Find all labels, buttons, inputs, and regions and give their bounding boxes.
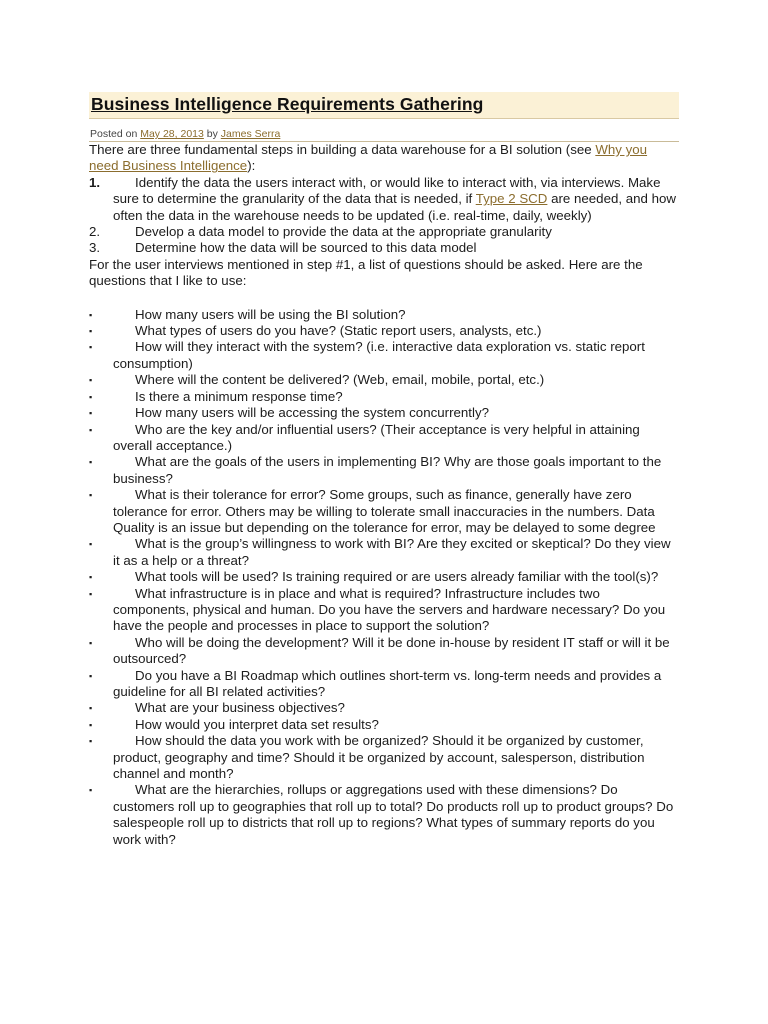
article	[89, 92, 679, 848]
author-link[interactable]: James Serra	[220, 128, 281, 140]
step-text: Develop a data model to provide the data at the appropriate granularity	[135, 224, 552, 240]
question-text: What are the hierarchies, rollups or aggregations used with these dimensions? Do customers roll up to geographies that roll up to total? Do products roll up to product groups? Do salespeople roll up to districts that roll up to regions? What types of summary reports do you work with?	[113, 782, 674, 847]
question-text: How should the data you work with be organized? Should it be organized by customer, product, geography and time? Should it be organized by account, salesperson, distribution channel and month?	[113, 733, 645, 782]
question-text: Who are the key and/or influential users? (Their acceptance is very helpful in attaining overall acceptance.)	[113, 421, 640, 453]
question-text: What are the goals of the users in implementing BI? Why are those goals important to the business?	[113, 454, 662, 486]
question-text: What tools will be used? Is training required or are users already familiar with the tool(s)?	[135, 569, 659, 585]
step-number: 3.	[89, 240, 101, 256]
question-item	[89, 700, 679, 716]
question-item	[89, 339, 679, 372]
question-text: How would you interpret data set results?	[135, 716, 379, 732]
question-item	[89, 454, 679, 487]
question-item	[89, 307, 679, 323]
question-text: Is there a minimum response time?	[135, 388, 343, 404]
intro-text-end: ):	[247, 158, 256, 174]
post-meta	[90, 127, 680, 141]
why-bi-link[interactable]: Why you need Business Intelligence	[89, 142, 648, 174]
question-text: What infrastructure is in place and what is required? Infrastructure includes two components, physical and human. Do you have the servers and hardware necessary? Do you have the people and processes in place to support the solution?	[113, 585, 666, 634]
question-item	[89, 422, 679, 455]
bullet-icon: ▪	[89, 342, 93, 353]
step-item-3	[89, 240, 679, 256]
bullet-icon: ▪	[89, 309, 93, 320]
question-text: How many users will be accessing the system concurrently?	[135, 405, 489, 421]
step-text: Identify the data the users interact with, or would like to interact with, via interviews. Make sure to determine the granularity of the data that is needed, if	[113, 174, 661, 207]
question-item	[89, 733, 679, 782]
bullet-icon: ▪	[89, 391, 93, 402]
question-item	[89, 372, 679, 388]
question-text: Who will be doing the development? Will it be done in-house by resident IT staff or will it be outsourced?	[113, 634, 670, 667]
question-text: How many users will be using the BI solution?	[135, 306, 406, 322]
bullet-icon: ▪	[89, 736, 93, 747]
step-item-2	[89, 224, 679, 240]
article-title: Business Intelligence Requirements Gathering	[91, 94, 484, 114]
post-date-link[interactable]: May 28, 2013	[140, 128, 204, 140]
step-text: Determine how the data will be sourced to this data model	[135, 240, 477, 256]
bullet-icon: ▪	[89, 637, 93, 648]
question-item	[89, 717, 679, 733]
question-item	[89, 536, 679, 569]
question-item	[89, 586, 679, 635]
step-number: 2.	[89, 224, 101, 240]
by-label: by	[206, 128, 218, 140]
bullet-icon: ▪	[89, 539, 93, 550]
question-text: What types of users do you have? (Static report users, analysts, etc.)	[135, 323, 542, 339]
bullet-icon: ▪	[89, 326, 93, 337]
bullet-icon: ▪	[89, 703, 93, 714]
bullet-icon: ▪	[89, 588, 93, 599]
bullet-icon: ▪	[89, 457, 93, 468]
question-text: What are your business objectives?	[135, 700, 345, 716]
question-text: What is the group’s willingness to work with BI? Are they excited or skeptical? Do they view it as a help or a threat?	[113, 536, 671, 568]
question-list	[89, 307, 679, 848]
step-text-end: are needed, and how often the data in the warehouse needs to be updated (i.e. real-time, daily, weekly)	[113, 191, 677, 223]
question-text: How will they interact with the system? (i.e. interactive data exploration vs. static report consumption)	[113, 339, 645, 371]
bullet-icon: ▪	[89, 670, 93, 681]
question-text: Do you have a BI Roadmap which outlines short-term vs. long-term needs and provides a guideline for all BI related activities?	[113, 667, 662, 699]
bullet-icon: ▪	[89, 408, 93, 419]
question-item	[89, 635, 679, 668]
question-item	[89, 389, 679, 405]
step-number: 1.	[89, 174, 101, 190]
question-text: Where will the content be delivered? (Web, email, mobile, portal, etc.)	[135, 372, 545, 388]
question-item	[89, 668, 679, 701]
intro-text: There are three fundamental steps in building a data warehouse for a BI solution (see	[89, 142, 596, 157]
question-item	[89, 569, 679, 585]
bullet-icon: ▪	[89, 424, 93, 435]
type-2-scd-link[interactable]: Type 2 SCD	[475, 191, 548, 207]
question-item	[89, 405, 679, 421]
title-banner	[89, 92, 679, 119]
posted-on-label: Posted on	[90, 128, 138, 140]
step-item-1	[89, 175, 679, 224]
bullet-icon: ▪	[89, 375, 93, 386]
question-item	[89, 782, 679, 848]
bullet-icon: ▪	[89, 719, 93, 730]
bullet-icon: ▪	[89, 490, 93, 501]
bullet-icon: ▪	[89, 785, 93, 796]
question-item	[89, 487, 679, 536]
intro-paragraph	[89, 142, 679, 175]
question-item	[89, 323, 679, 339]
questions-intro: For the user interviews mentioned in step #1, a list of questions should be asked. Here are the questions that I like to use:	[89, 256, 643, 289]
bullet-icon: ▪	[89, 572, 93, 583]
question-text: What is their tolerance for error? Some groups, such as finance, generally have zero tolerance for error. Others may be willing to tolerate small inaccuracies in the numbers. Data Quality is an issue but depending on the tolerance for error, may be delayed to some degree	[113, 487, 656, 535]
